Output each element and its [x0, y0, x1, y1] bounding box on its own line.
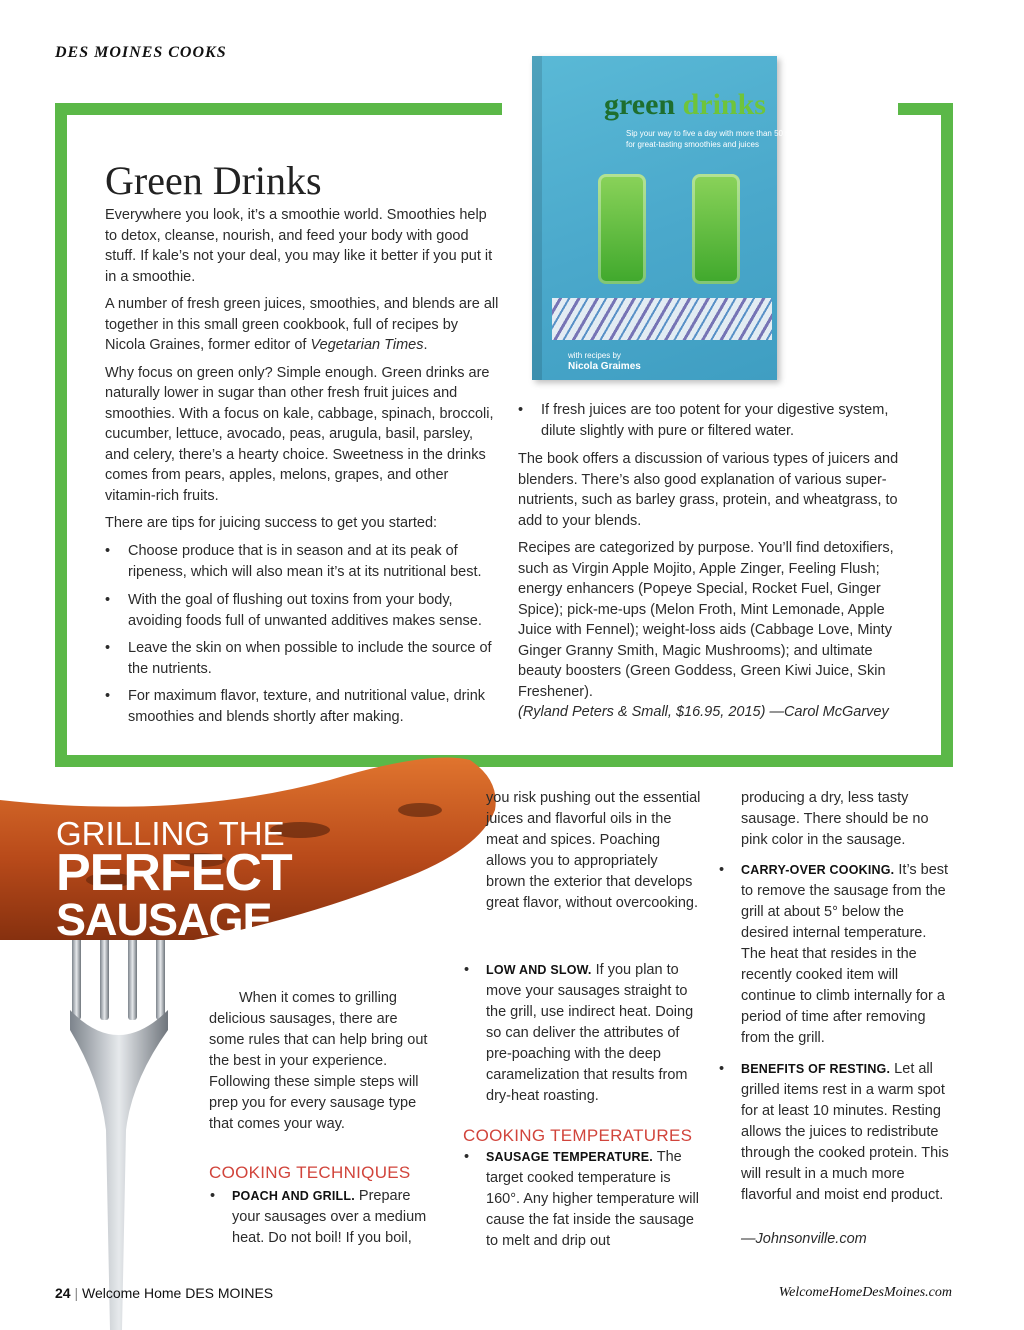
bullet-icon: •	[105, 640, 111, 656]
paragraph-text: A number of fresh green juices, smoothies, and blends are all together in this small green cookbook, full of recipes by Nicola Graines, former editor of	[105, 296, 499, 353]
list-item-label: CARRY-OVER COOKING.	[741, 863, 895, 877]
bullet-icon: •	[105, 543, 111, 559]
list-item	[518, 400, 916, 441]
article-right-column	[518, 449, 918, 723]
list-item	[464, 1147, 701, 1252]
list-item-text: Leave the skin on when possible to include the source of the nutrients.	[128, 640, 492, 677]
fork-image	[60, 930, 180, 1330]
paragraph: There are tips for juicing success to get you started:	[105, 515, 438, 531]
grilling-intro: When it comes to grilling delicious sausages, there are some rules that can help bring out the best in your experience. Following these simple steps will prep you for every sausage type that comes your way.	[209, 990, 428, 1132]
paragraph: Recipes are categorized by purpose. You’ll find detoxifiers, such as Virgin Apple Mojito, Apple Zinger, Feeling Flush; energy enhancers (Popeye Special, Rocket Fuel, Ginger Spice); pick-me-ups (Melon Froth, Mint Lemonade, Apple Juice with Fennel); weight-loss aids (Cabbage Love, Minty Ginger Granny Smith, Magic Mushrooms); and ultimate beauty boosters (Green Goddess, Green Kiwi Juice, Skin Freshener).	[518, 540, 894, 700]
book-subtitle: Sip your way to five a day with more than 50 recipes for great-tasting smoothies and juices	[626, 129, 811, 149]
bullet-icon: •	[518, 402, 524, 418]
paragraph: The book offers a discussion of various types of juicers and blenders. There’s also good explanation of various super-nutrients, such as barley grass, protein, and wheatgrass, to add to your blends.	[518, 451, 899, 529]
section-header: DES MOINES COOKS	[55, 44, 227, 61]
grilling-title-line3: SAUSAGE	[56, 893, 272, 945]
article-title: Green Drinks	[105, 158, 322, 203]
list-item	[719, 1059, 951, 1206]
book-spine	[532, 56, 542, 380]
list-item	[719, 860, 951, 1049]
footer-separator: |	[74, 1285, 79, 1301]
section-heading: COOKING TECHNIQUES	[209, 1163, 411, 1182]
list-item-continued: you risk pushing out the essential juices and flavorful oils in the meat and spices. Poaching allows you to appropriately brown the exterior that develops great flavor, without overcooking.	[486, 790, 701, 911]
list-item-continued: producing a dry, less tasty sausage. There should be no pink color in the sausage.	[741, 790, 929, 848]
book-title	[604, 88, 766, 122]
list-item-text: If you plan to move your sausages straight to the grill, use indirect heat. Doing so can deliver the attributes of pre-poaching with the deep caramelization that results from dry-heat roasting.	[486, 962, 694, 1104]
book-cover	[532, 56, 811, 380]
book-author-prefix: with recipes by	[568, 351, 621, 360]
green-drink-glass	[692, 174, 740, 284]
book-author	[568, 350, 641, 372]
list-item	[105, 541, 500, 582]
list-item-text: Prepare your sausages over a medium heat. Do not boil! If you boil,	[232, 1188, 427, 1246]
green-drink-glass	[598, 174, 646, 284]
list-item-label: LOW AND SLOW.	[486, 963, 592, 977]
book-credit: (Ryland Peters & Small, $16.95, 2015) —Carol McGarvey	[518, 704, 889, 720]
bullet-icon: •	[464, 962, 470, 978]
list-item-text: If fresh juices are too potent for your digestive system, dilute slightly with pure or filtered water.	[541, 402, 889, 439]
list-item	[105, 590, 500, 631]
page-number: 24	[55, 1285, 71, 1301]
grilling-title-line2: PERFECT	[56, 844, 292, 903]
bullet-icon: •	[105, 592, 111, 608]
list-item	[105, 686, 500, 727]
list-item-text: Choose produce that is in season and at its peak of ripeness, which will also mean it’s at its nutritional best.	[128, 543, 482, 580]
magazine-name: Vegetarian Times	[310, 337, 424, 353]
section-heading: COOKING TEMPERATURES	[463, 1126, 693, 1145]
book-author-name: Nicola Graimes	[568, 361, 641, 372]
list-item	[210, 1186, 437, 1249]
list-item-text: For maximum flavor, texture, and nutritional value, drink smoothies and blends shortly after making.	[128, 688, 486, 725]
source-credit: —Johnsonville.com	[741, 1231, 867, 1247]
frame-top	[55, 103, 502, 115]
article-left-column	[105, 205, 500, 534]
list-item	[464, 960, 701, 1107]
magazine-name: Welcome Home DES MOINES	[82, 1285, 274, 1301]
grilling-title	[56, 815, 292, 945]
list-item-text: It’s best to remove the sausage from the grill at about 5° below the desired internal temperature. The heat that resides in the recently cooked item will continue to climb internally for a period of time after removing from the grill.	[741, 862, 949, 1046]
grilling-title-line1: GRILLING THE	[56, 815, 285, 852]
list-item	[105, 638, 500, 679]
footer-website: WelcomeHomeDesMoines.com	[778, 1285, 952, 1300]
frame-right	[941, 103, 953, 767]
list-item-label: POACH AND GRILL.	[232, 1189, 355, 1203]
bullet-icon: •	[105, 688, 111, 704]
striped-napkin	[552, 298, 772, 340]
list-item-text: Let all grilled items rest in a warm spot for at least 10 minutes. Resting allows the juices to redistribute through the cooked protein. This will result in a much more flavorful and moist end product.	[741, 1061, 949, 1203]
page-footer-left	[55, 1285, 273, 1301]
list-item-text: With the goal of flushing out toxins from your body, avoiding foods full of unwanted additives makes sense.	[128, 592, 482, 629]
book-title-part1: green	[604, 88, 676, 121]
paragraph: Why focus on green only? Simple enough. Green drinks are naturally lower in sugar than other fresh fruit juices and smoothies. With a focus on kale, cabbage, spinach, broccoli, cucumber, lettuce, avocado, peas, arugula, basil, parsley, and celery, there’s a hearty choice. Sweetness in the drinks comes from pears, apples, melons, grapes, and other vitamin-rich fruits.	[105, 364, 494, 504]
book-title-part2: drinks	[682, 88, 766, 121]
bullet-icon: •	[464, 1149, 470, 1165]
paragraph-text: .	[423, 337, 428, 353]
bullet-icon: •	[719, 862, 725, 878]
list-item-text: The target cooked temperature is 160°. Any higher temperature will cause the fat inside the sausage to melt and drip out	[486, 1149, 699, 1249]
paragraph	[105, 294, 500, 356]
list-item-label: SAUSAGE TEMPERATURE.	[486, 1150, 653, 1164]
bullet-icon: •	[210, 1188, 216, 1204]
list-item-label: BENEFITS OF RESTING.	[741, 1062, 891, 1076]
frame-left	[55, 103, 67, 767]
paragraph: Everywhere you look, it’s a smoothie world. Smoothies help to detox, cleanse, nourish, and feed your body with good stuff. If kale’s not your deal, you may like it better if you put it in a smoothie.	[105, 207, 493, 285]
bullet-icon: •	[719, 1061, 725, 1077]
